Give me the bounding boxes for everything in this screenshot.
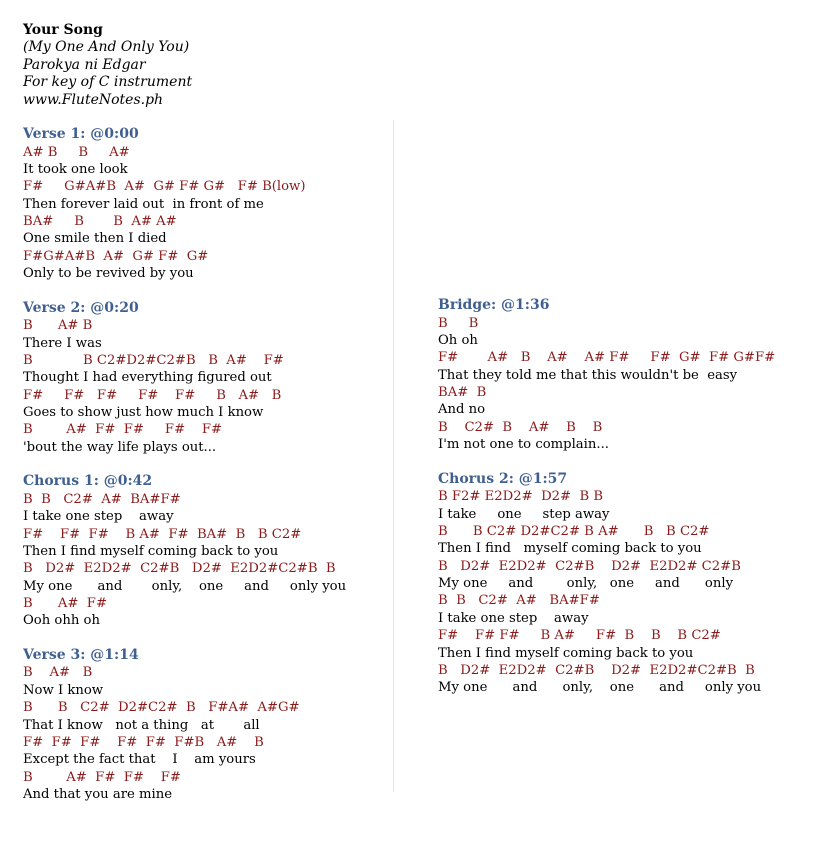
lyric-line: I'm not one to complain... [438,437,609,453]
lyric-line: It took one look [23,161,128,177]
lyric-line: Now I know [23,682,104,698]
lyric-line: My one and only, one and only [438,576,734,592]
left-column [23,126,383,821]
website-link[interactable]: www.FluteNotes.ph [23,91,164,108]
artist-name: Parokya ni Edgar [23,56,146,73]
song-header [23,22,192,109]
chord-line: F# F# F# B A# F# BA# B B C2# [23,526,302,542]
lyric-line: My one and only, one and only you [438,680,762,696]
lyric-line: Then I find myself coming back to you [23,543,279,559]
chord-line: B A# B [23,318,93,334]
lyric-line: Except the fact that I am yours [23,752,256,768]
song-section [438,471,798,697]
chord-line: BA# B [438,385,487,401]
section-title: Verse 1: @0:00 [23,126,139,142]
song-section [23,647,383,804]
chord-line: F# A# B A# A# F# F# G# F# G#F# [438,350,776,366]
chord-line: B A# B [23,665,93,681]
song-subtitle: (My One And Only You) [23,39,190,55]
chord-line: B D2# E2D2# C2#B D2# E2D2# C2#B [438,558,741,574]
lyric-line: There I was [23,335,102,351]
section-title: Verse 2: @0:20 [23,299,139,316]
chord-line: F# F# F# F# F# B A# B [23,387,282,403]
lyric-line: One smile then I died [23,231,167,247]
chord-line: B B C2# D2#C2# B F#A# A#G# [23,700,300,716]
lyric-line: And no [438,402,486,418]
chord-line: B A# F# F# F# F# [23,422,223,438]
lyric-line: Ooh ohh oh [23,613,100,629]
chord-line: B B C2# A# BA#F# [438,593,600,609]
section-title: Chorus 2: @1:57 [438,470,568,487]
lyric-line: And that you are mine [23,787,173,803]
lyric-line: My one and only, one and only you [23,578,347,594]
instrument-key: For key of C instrument [23,74,193,90]
chord-line: B F2# E2D2# D2# B B [438,489,604,505]
chord-line: B A# F# [23,596,107,612]
lyric-line: Thought I had everything figured out [23,370,272,386]
right-column [438,297,798,714]
chord-line: B D2# E2D2# C2#B D2# E2D2#C2#B B [23,561,336,577]
lyric-line: Then I find myself coming back to you [438,645,694,661]
section-title: Chorus 1: @0:42 [23,473,153,490]
song-section [438,297,798,454]
chord-line: F# G#A#B A# G# F# G# F# B(low) [23,179,306,195]
section-title: Verse 3: @1:14 [23,646,139,663]
column-divider [393,120,394,792]
lyric-line: Then I find myself coming back to you [438,541,702,557]
lyric-line: That they told me that this wouldn't be easy [438,367,738,383]
lyric-line: Oh oh [438,332,478,348]
lyric-line: I take one step away [23,509,174,525]
lyric-line: 'bout the way life plays out... [23,439,217,455]
lyric-line: I take one step away [438,610,589,626]
lyric-line: I take one step away [438,506,610,522]
song-section [23,473,383,630]
chord-line: B C2# B A# B B [438,419,603,435]
lyric-line: Only to be revived by you [23,266,194,282]
song-section [23,126,383,283]
section-title: Bridge: @1:36 [438,297,550,313]
chord-line: B B [438,315,479,331]
chord-line: F# F# F# B A# F# B B B C2# [438,628,721,644]
song-section [23,300,383,457]
chord-line: A# B B A# [23,144,130,160]
chord-line: F# F# F# F# F# F#B A# B [23,734,264,750]
chord-line: B B C2# A# BA#F# [23,491,181,507]
chord-line: B B C2#D2#C2#B B A# F# [23,352,284,368]
lyric-line: Goes to show just how much I know [23,405,264,421]
chord-line: B D2# E2D2# C2#B D2# E2D2#C2#B B [438,663,755,679]
chord-line: BA# B B A# A# [23,214,177,230]
lyric-line: That I know not a thing at all [23,717,260,733]
chord-line: B A# F# F# F# [23,769,181,785]
chord-line: F#G#A#B A# G# F# G# [23,248,209,264]
song-title: Your Song [23,22,103,38]
lyric-line: Then forever laid out in front of me [23,196,264,212]
chord-line: B B C2# D2#C2# B A# B B C2# [438,523,710,539]
